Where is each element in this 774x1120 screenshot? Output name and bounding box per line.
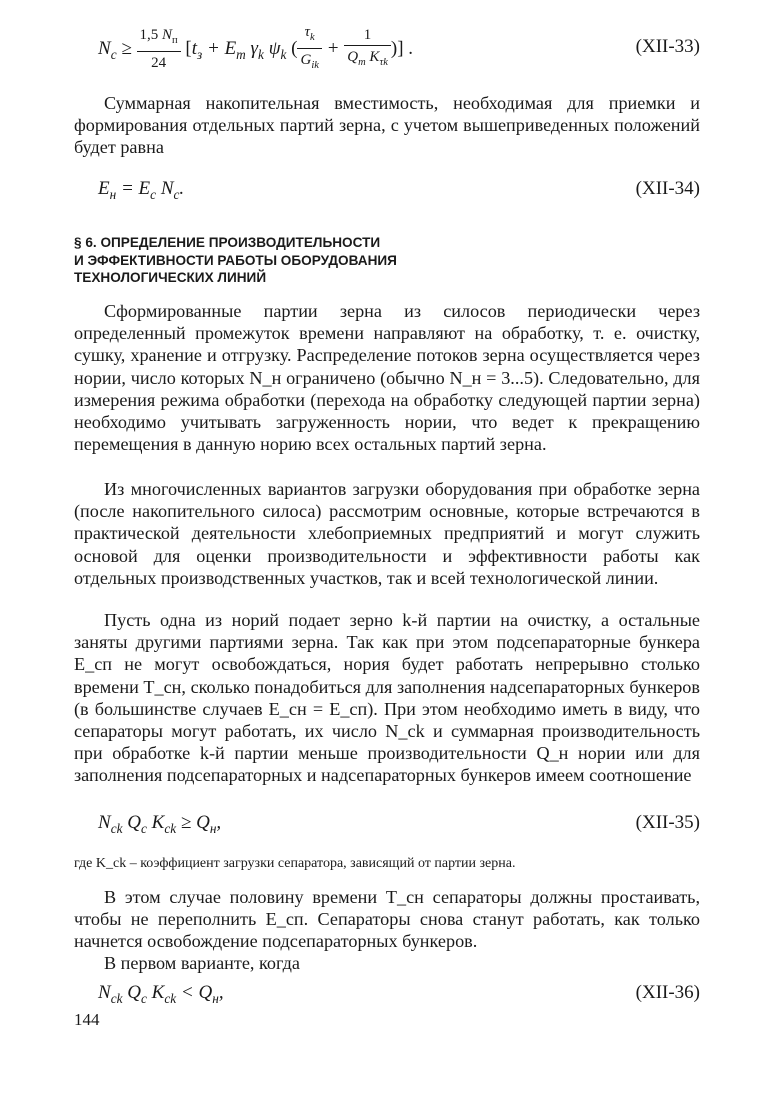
- equation-number-36: (XII-36): [635, 982, 700, 1003]
- equation-number-35: (XII-35): [635, 812, 700, 833]
- coefficient-definition: где K_ck – коэффициент загрузки сепаратора, зависящий от партии зерна.: [74, 856, 516, 871]
- paragraph-separator-idle: В этом случае половину времени T_сн сепараторы должны простаивать, чтобы не переполнить E_сп. Сепараторы снова станут работать, как только начнется освобождение подсепараторных бункеров.: [74, 887, 700, 952]
- equation-number-34: (XII-34): [635, 178, 700, 199]
- paragraph-grain-flow: Сформированные партии зерна из силосов периодически через определенный промежуток времени направляют на обработку, т. е. очистку, сушку, хранение и отгрузку. Распределение потоков зерна осуществляется через нории, число которых N_н ограничено (обычно N_н = 3...5). Следовательно, для измерения режима обработки (перехода на обработку следующей партии зерна) необходимо учитывать загруженность нории, что ведет к прекращению перемещения в данную норию всех остальных партий зерна.: [74, 301, 700, 455]
- heading-line-1: § 6. ОПРЕДЕЛЕНИЕ ПРОИЗВОДИТЕЛЬНОСТИ: [74, 235, 381, 250]
- section-heading: [74, 234, 574, 287]
- paragraph-loading-variants: Из многочисленных вариантов загрузки оборудования при обработке зерна (после накопительного силоса) рассмотрим основные, которые встречаются в практической деятельности хлебоприемных предприятий и могут служить основой для оценки производительности и эффективности работы как отдельных производственных участков, так и всей технологической линии.: [74, 479, 700, 588]
- page-number: 144: [74, 1010, 100, 1029]
- equation-xii-33: [98, 22, 413, 77]
- equation-xii-36: [98, 982, 224, 1007]
- paragraph-first-variant: В первом варианте, когда: [104, 953, 300, 973]
- paragraph-elevator-load: Пусть одна из норий подает зерно k-й партии на очистку, а остальные заняты другими партиями зерна. Так как при этом подсепараторные бункера E_сп не могут освобождаться, нория будет работать непрерывно столько времени T_сн, сколько понадобиться для заполнения надсепараторных бункеров (в большинстве случаев E_сн = E_сп). При этом необходимо иметь в виду, что сепараторы могут работать, их число N_ck и суммарная производительность при обработке k-й партии меньше производительности Q_н нории или для заполнения подсепараторных и надсепараторных бункеров имеем соотношение: [74, 610, 700, 786]
- heading-line-3: ТЕХНОЛОГИЧЕСКИХ ЛИНИЙ: [74, 270, 267, 285]
- eq34-visual: $E_н = E_c$ $N_c$.: [98, 178, 185, 202]
- equation-xii-34: [98, 178, 184, 203]
- equation-xii-35: [98, 812, 221, 837]
- paragraph-accumulation: Суммарная накопительная вместимость, необходимая для приемки и формирования отдельных партий зерна, с учетом вышеприведенных положений будет равна: [74, 93, 700, 158]
- heading-line-2: И ЭФФЕКТИВНОСТИ РАБОТЫ ОБОРУДОВАНИЯ: [74, 252, 397, 268]
- equation-number-33: (XII-33): [635, 36, 700, 57]
- eq33-visual: $N_c$ ≥ $\frac{1,5 N_п}{24}$ [$t_з + E_m$ $\gamma_k$ $\psi_k$ ( $\frac{\tau_k}{G_{ik}}$ + $\frac{1}{Q_т K_{\tau k}}$ )] .: [98, 24, 414, 71]
- eq36-visual: $N_{ck}$ $Q_c$ $K_{ck} < Q_н$,: [98, 982, 224, 1006]
- eq35-visual: $N_{ck}$ $Q_c$ $K_{ck} \ge Q_н$,: [98, 812, 222, 836]
